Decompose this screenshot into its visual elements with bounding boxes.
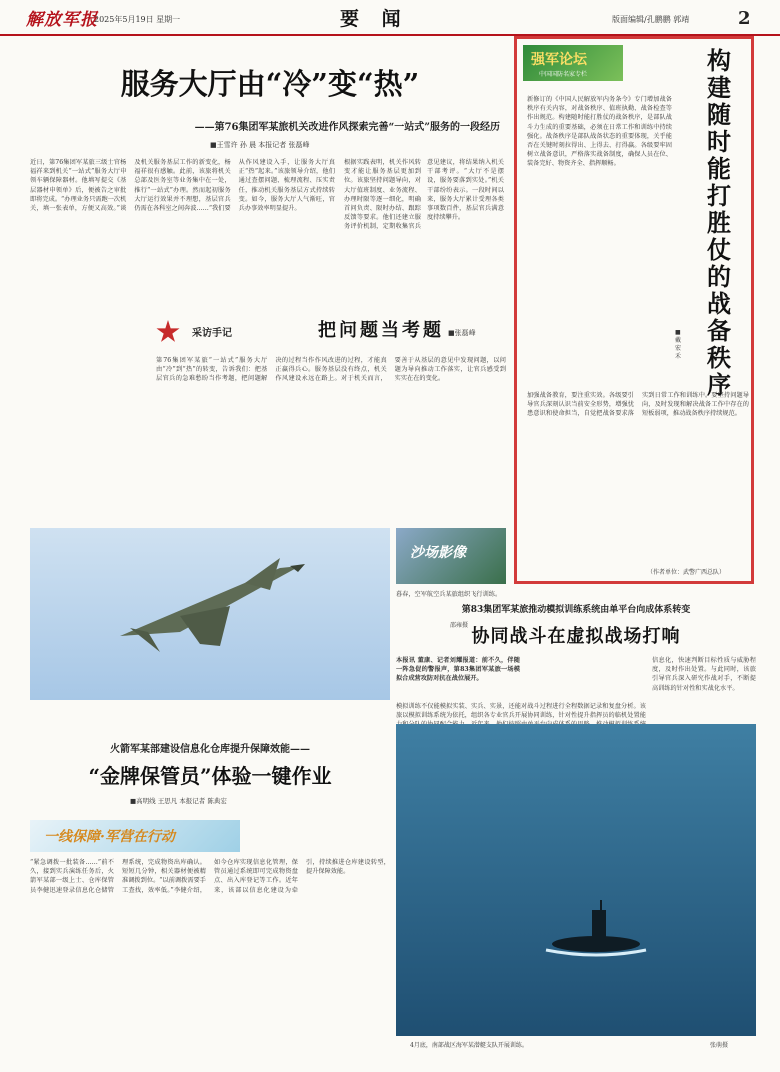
lead-headline: 服务大厅由“冷”变“热” (120, 67, 420, 101)
photo-tag-block (396, 528, 506, 584)
essay-title: 构建随时能打胜仗的战备秩序 (707, 46, 731, 399)
essay-banner-title: 强军论坛 (531, 52, 587, 68)
column-author: ■张磊峰 (448, 329, 476, 337)
story2-kicker: 第83集团军某旅推动模拟训练系统由单平台向成体系转变 (461, 605, 691, 615)
photo-credit: 邵雍摄 (450, 622, 469, 629)
page-editors: 版面编辑/孔鹏鹏 郭靖 (612, 15, 690, 24)
essay-banner-sub: 中国国防名家专栏 (539, 71, 588, 78)
story2-body: 模拟训练不仅能模拟实装、实兵、实景，还能对战斗过程进行全程数据记录和复盘分析。该旅以模拟训练系统为依托，组织各专业官兵开展协同训练，针对性提升指挥员的临机处置能 (396, 703, 646, 720)
essay-author: ■戴宏禾 (675, 329, 682, 360)
essay-banner (523, 45, 623, 81)
submarine-photo (396, 724, 756, 1036)
story2-headline: 协同战斗在虚拟战场打响 (471, 626, 681, 647)
lead-body: 近日，第76集团军某旅三级士官杨福祥来到机关“一站式”服务大厅申领车辆保障器材。他填写提交《基层器材申领单》后，便被告之审批即将完成。“办理业务只需跑一次机关，填一张表单，方便又高效。”谈及机关服务基层工作的新变化，杨福祥很有感触。此前，该旅将机关总部及医务室等业务集中在一处，推行“一站式”办理。然而起初服务大厅运行效果并不理想，基层官兵仍需在各科室之间奔波……“我们要从作风建设入手，让服务大厅真正“热”起来。”该旅领导介绍，他们通过查摆问题、梳理流程、压实责任，推动机关服务基层方式持续转变。如今，服务大厅人气渐旺，官兵办事效率明显提升。 (30, 159, 335, 213)
story3-banner-text: 一线保障·军营在行动 (44, 829, 175, 845)
essay-credit: （作者单位：武警广西总队） (647, 569, 726, 576)
star-icon (156, 320, 180, 344)
submarine-credit: 张萌摄 (710, 1042, 729, 1049)
column-tag: 采访手记 (192, 328, 232, 339)
essay-box (514, 36, 754, 584)
story3-body: “紧急调拨一批装备……”前不久，接到实兵演练任务后，火箭军某部一级上士、仓库保管员李健迅速登录信息化仓储管理系统，完成物资出库确认。短短几分钟，相关器材便被精准调拨到位。“以前调拨需要手工查找，效率低。”李健介绍，如今仓库实现信息化管理，保管员通过系统即可完成物资盘点、出入库登记等工作。近年来，该部以信息化建设为牵引，持续推进仓库建设转型，提升保障效能。 (30, 859, 390, 894)
section-title: 要 闻 (340, 8, 409, 30)
lead-body-continued: 根据实践表明，机关作风转变才能让服务基层更加到位。该旅坚持问题导向，对大厅值班制度、业务流程、办理时限等逐一细化，明确首问负责、限时办结、跟踪反馈等要求。他们还建立服务评价机制，定期收集官兵意见建议，将结果纳入机关干部考评。“大厅不是摆设，服务要落到实处。”机关干部纷纷表示。一段时间以来，服务大厅累计受理各类事项数百件，基层官兵满意度持续攀升。 (344, 159, 504, 231)
fighter-jet-icon (30, 528, 390, 700)
story2-body-2: 信息化，快速判断目标性质与威胁程度，及时作出处置。与此同时，该旅引导官兵深入研究作战对手，不断提高训练的针对性和实战化水平。 (652, 657, 756, 692)
lead-subtitle: ——第76集团军某旅机关改进作风探索完善“一站式”服务的一段经历 (194, 122, 500, 133)
story3-kicker: 火箭军某部建设信息化仓库提升保障效能—— (110, 744, 310, 755)
submarine-caption: 4月底，南部战区海军某潜艇支队开展训练。 (410, 1042, 528, 1049)
story3-byline: ■高明线 王思凡 本报记者 陈典宏 (130, 797, 227, 805)
column-body: 第76集团军某旅“一站式”服务大厅由“冷”到“热”的转变，告诉我们：把基层官兵的急难愁盼当作考题，把问题解决的过程当作作风改进的过程，才能真正赢得兵心。服务基层没有终点，机关作风建设永远在路上。对于机关而言，要善于从基层的意见中发现问题，以问题为导向推动工作落实，让官兵感受到实实在在的变化。 (156, 357, 506, 383)
essay-body: 新修订的《中国人民解放军内务条令》专门增加战备秩序有关内容，对战备秩序、值班执勤、战备检查等作出规范。构建随时能打胜仗的战备秩序，是部队战斗力生成的重要基础，必须在日常工作和训练中持续强化。战备秩序是部队战备状态的重要体现，关乎能否在关键时刻拉得出、上得去、打得赢。各级要牢固树立战备意识，严格落实战备制度，确保人员在位、装备完好、物资齐全、指挥顺畅。 (527, 96, 672, 168)
jet-photo (30, 528, 390, 700)
story3-headline: “金牌保管员”体验一键作业 (88, 764, 332, 788)
photo-caption: 暮春，空军航空兵某旅组织飞行训练。 (396, 591, 502, 598)
issue-date: 2025年5月19日 星期一 (94, 15, 181, 24)
story3-banner (30, 820, 240, 852)
page-number: 2 (738, 8, 751, 29)
newspaper-logo: 解放军报 (26, 10, 98, 30)
lead-byline: ■王雪许 孙 晨 本报记者 张磊峰 (210, 141, 310, 149)
photo-tag: 沙场影像 (410, 545, 466, 561)
story2-byline: 本报讯 董康、记者刘耀报道：前不久，伴随一阵急促的警报声，第83集团军某旅一场模拟合成营攻防对抗在战位展开。 (396, 657, 520, 683)
interview-note-block (148, 316, 508, 518)
page-header (0, 0, 780, 36)
submarine-icon (396, 724, 756, 1036)
essay-body-2: 加强战备教育，要注重实效。各级要引导官兵深刻认识当前安全形势，增强忧患意识和使命担当，自觉把战备要求落实到日常工作和训练中。要坚持问题导向，及时发现和解决战备工作中存在的短板弱项，推动战备秩序持续规范。 (527, 392, 749, 418)
column-title: 把问题当考题 (318, 320, 444, 341)
